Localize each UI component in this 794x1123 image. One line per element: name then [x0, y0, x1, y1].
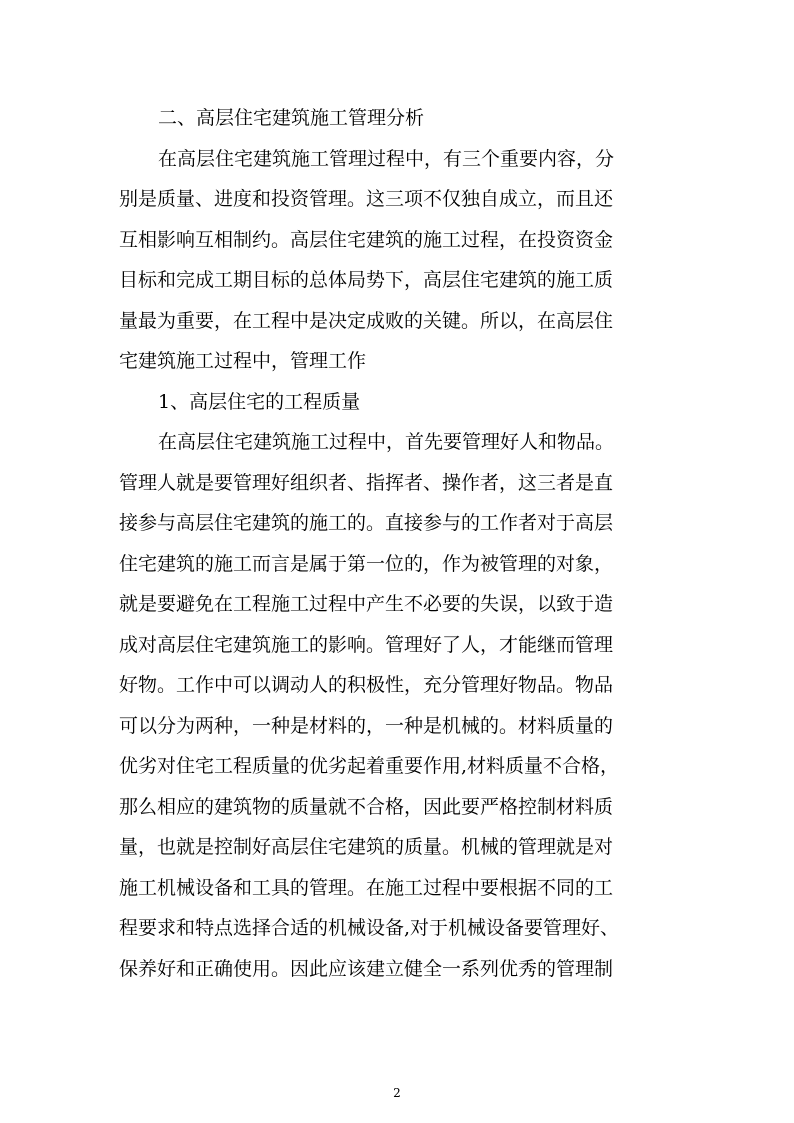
paragraph-line: 互相影响互相制约。高层住宅建筑的施工过程，在投资资金	[119, 228, 614, 251]
paragraph-line: 那么相应的建筑物的质量就不合格，因此要严格控制材料质	[119, 795, 614, 818]
paragraph-line: 程要求和特点选择合适的机械设备,对于机械设备要管理好、	[119, 917, 620, 939]
section-heading: 二、高层住宅建筑施工管理分析	[158, 107, 425, 129]
paragraph-line: 好物。工作中可以调动人的积极性，充分管理好物品。物品	[119, 674, 614, 696]
paragraph-line: 别是质量、进度和投资管理。这三项不仅独自成立，而且还	[119, 188, 614, 210]
paragraph-line: 接参与高层住宅建筑的施工的。直接参与的工作者对于高层	[119, 512, 614, 534]
paragraph-line: 保养好和正确使用。因此应该建立健全一系列优秀的管理制	[119, 957, 614, 980]
subsection-heading: 1、高层住宅的工程质量	[158, 390, 361, 413]
paragraph-line: 在高层住宅建筑施工过程中，首先要管理好人和物品。	[158, 431, 615, 453]
paragraph-line: 目标和完成工期目标的总体局势下，高层住宅建筑的施工质	[119, 269, 614, 291]
body-text	[119, 98, 679, 989]
paragraph-line: 量最为重要，在工程中是决定成败的关键。所以，在高层住	[119, 309, 614, 332]
page-number: 2	[393, 1086, 401, 1100]
paragraph-line: 住宅建筑的施工而言是属于第一位的，作为被管理的对象，	[119, 552, 614, 575]
paragraph-line: 成对高层住宅建筑施工的影响。管理好了人，才能继而管理	[119, 633, 614, 656]
paragraph-line: 就是要避免在工程施工过程中产生不必要的失误，以致于造	[119, 593, 614, 615]
paragraph-line: 量，也就是控制好高层住宅建筑的质量。机械的管理就是对	[119, 836, 614, 858]
paragraph-line: 施工机械设备和工具的管理。在施工过程中要根据不同的工	[119, 876, 614, 899]
paragraph-line: 可以分为两种，一种是材料的，一种是机械的。材料质量的	[119, 714, 614, 737]
paragraph-line: 在高层住宅建筑施工管理过程中，有三个重要内容，分	[158, 147, 615, 170]
paragraph-line: 管理人就是要管理好组织者、指挥者、操作者，这三者是直	[119, 471, 614, 494]
paragraph-line: 宅建筑施工过程中，管理工作	[119, 350, 367, 372]
paragraph-line: 优劣对住宅工程质量的优劣起着重要作用,材料质量不合格，	[119, 755, 620, 777]
